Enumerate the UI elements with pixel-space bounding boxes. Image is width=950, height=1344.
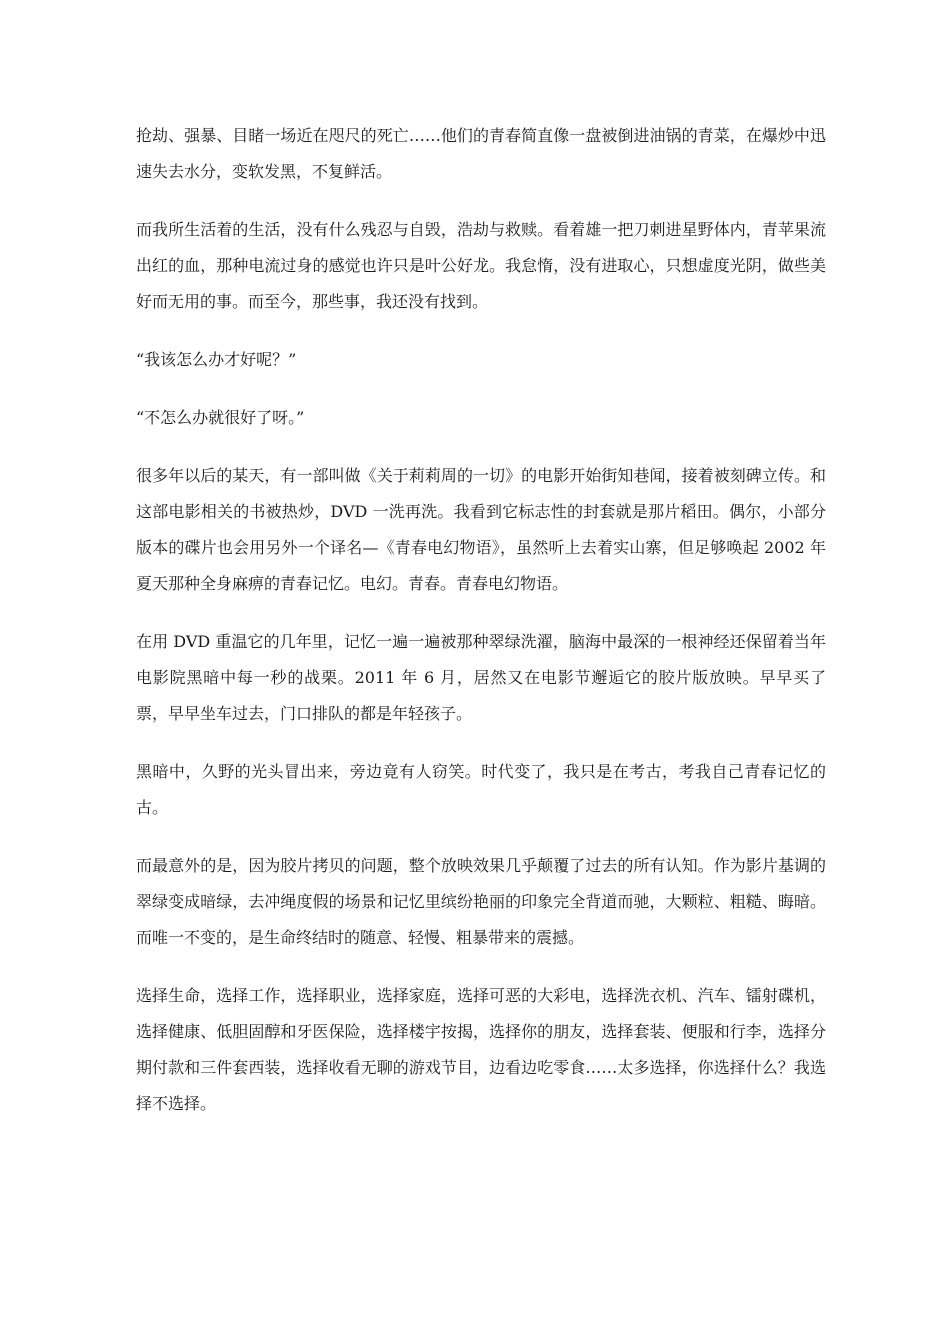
document-page: [136, 118, 826, 1144]
paragraph: 很多年以后的某天，有一部叫做《关于莉莉周的一切》的电影开始街知巷闻，接着被刻碑立传。和这部电影相关的书被热炒，DVD 一洗再洗。我看到它标志性的封套就是那片稻田。偶尔，小部分版本的碟片也会用另外一个译名—《青春电幻物语》，虽然听上去着实山寨，但足够唤起 2002 年夏天那种全身麻痹的青春记忆。电幻。青春。青春电幻物语。: [136, 466, 826, 593]
paragraph: 而最意外的是，因为胶片拷贝的问题，整个放映效果几乎颠覆了过去的所有认知。作为影片基调的翠绿变成暗绿，去冲绳度假的场景和记忆里缤纷艳丽的印象完全背道而驰，大颗粒、粗糙、晦暗。而唯一不变的，是生命终结时的随意、轻慢、粗暴带来的震撼。: [136, 856, 826, 947]
paragraph: 黑暗中，久野的光头冒出来，旁边竟有人窃笑。时代变了，我只是在考古，考我自己青春记忆的古。: [136, 762, 826, 817]
dialog-line: “我该怎么办才好呢？”: [136, 350, 297, 369]
dialog-line: “不怎么办就很好了呀。”: [136, 408, 305, 427]
paragraph: 选择生命，选择工作，选择职业，选择家庭，选择可恶的大彩电，选择洗衣机、汽车、镭射碟机，选择健康、低胆固醇和牙医保险，选择楼宇按揭，选择你的朋友，选择套装、便服和行李，选择分期付款和三件套西装，选择收看无聊的游戏节目，边看边吃零食……太多选择，你选择什么？我选择不选择。: [136, 986, 826, 1113]
paragraph: 而我所生活着的生活，没有什么残忍与自毁，浩劫与救赎。看着雄一把刀刺进星野体内，青苹果流出红的血，那种电流过身的感觉也许只是叶公好龙。我怠惰，没有进取心，只想虚度光阴，做些美好而无用的事。而至今，那些事，我还没有找到。: [136, 220, 826, 311]
paragraph: 在用 DVD 重温它的几年里，记忆一遍一遍被那种翠绿洗濯，脑海中最深的一根神经还保留着当年电影院黑暗中每一秒的战栗。2011 年 6 月，居然又在电影节邂逅它的胶片版放映。早早买了票，早早坐车过去，门口排队的都是年轻孩子。: [136, 632, 826, 723]
paragraph: 抢劫、强暴、目睹一场近在咫尺的死亡……他们的青春简直像一盘被倒进油锅的青菜，在爆炒中迅速失去水分，变软发黑，不复鲜活。: [136, 126, 826, 181]
